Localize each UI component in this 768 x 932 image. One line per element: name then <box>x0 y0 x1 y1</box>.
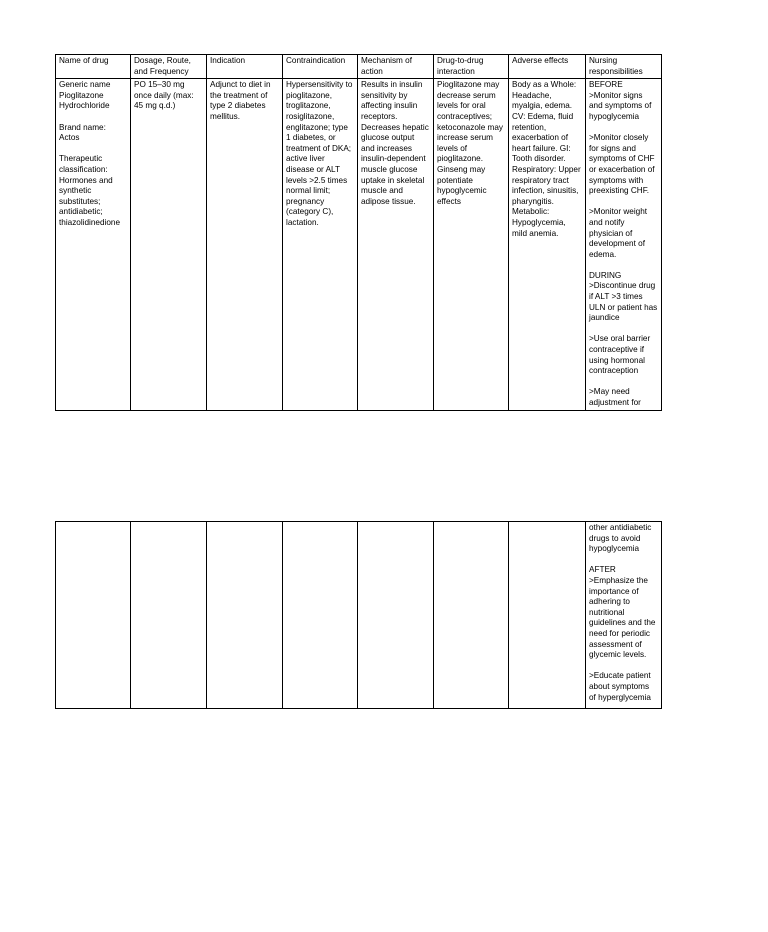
empty-cell <box>56 522 131 709</box>
cell-mechanism <box>358 79 434 410</box>
header-nursing: Nursing responsibilities <box>586 55 662 79</box>
classification-label: Therapeutic classification: <box>59 154 108 174</box>
before-item: >Monitor signs and symptoms of hypoglycemia <box>589 90 654 121</box>
header-indication: Indication <box>207 55 283 79</box>
during-item: >Use oral barrier contraceptive if using hormonal contraception <box>589 334 653 376</box>
empty-cell <box>283 522 358 709</box>
cell-adverse-effects <box>509 79 586 410</box>
header-adverse-effects: Adverse effects <box>509 55 586 79</box>
before-item: >Monitor closely for signs and symptoms of CHF or exacerbation of symptoms with preexisting CHF. <box>589 133 657 196</box>
header-name-of-drug: Name of drug <box>56 55 131 79</box>
empty-cell <box>434 522 509 709</box>
generic-name: Pioglitazone Hydrochloride <box>59 90 110 111</box>
after-item: >Emphasize the importance of adhering to nutritional guidelines and the need for periodic assessment of glycemic levels. <box>589 575 658 660</box>
classification: Hormones and synthetic substitutes; antidiabetic; thiazolidinedione <box>59 175 120 227</box>
during-item: >Discontinue drug if ALT >3 times ULN or patient has jaundice <box>589 281 660 323</box>
cell-name-of-drug <box>56 79 131 410</box>
cell-indication <box>207 79 283 410</box>
interaction-text: Pioglitazone may decrease serum levels for oral contraceptives; ketoconazole may increase serum levels of pioglitazone. Ginseng may potentiate hypoglycemic effects <box>437 80 506 206</box>
before-item: >Monitor weight and notify physician of development of edema. <box>589 207 650 259</box>
during-label: DURING <box>589 270 622 280</box>
dosage-text: PO 15–30 mg once daily (max: 45 mg q.d.) <box>134 80 196 111</box>
cell-interaction <box>434 79 509 410</box>
brand-label: Brand name: <box>59 122 106 132</box>
drug-row <box>56 79 662 410</box>
header-interaction: Drug-to-drug interaction <box>434 55 509 79</box>
cell-contraindication <box>283 79 358 410</box>
header-contraindication: Contraindication <box>283 55 358 79</box>
contraindication-text: Hypersensitivity to pioglitazone, troglitazone, rosiglitazone, englitazone; type 1 diabetes, or treatment of DKA; active liver disease or ALT levels >2.5 times normal limit; pregnancy (category C), lactation. <box>286 80 355 227</box>
empty-cell <box>131 522 207 709</box>
adverse-effects-text: Body as a Whole: Headache, myalgia, edema. CV: Edema, fluid retention, exacerbation of heart failure. GI: Tooth disorder. Respiratory: Upper respiratory tract infection, sinusitis, pharyngitis. Metabolic: Hypoglycemia, mild anemia. <box>512 80 583 238</box>
cell-nursing-continued <box>586 522 662 709</box>
empty-cell <box>207 522 283 709</box>
drug-study-table <box>55 54 662 411</box>
during-item-continued: other antidiabetic drugs to avoid hypoglycemia <box>589 523 654 554</box>
after-item: >Educate patient about symptoms of hyperglycemia <box>589 671 653 702</box>
empty-cell <box>358 522 434 709</box>
cell-dosage <box>131 79 207 410</box>
continued-row <box>56 522 662 709</box>
after-label: AFTER <box>589 565 616 575</box>
header-mechanism: Mechanism of action <box>358 55 434 79</box>
indication-text: Adjunct to diet in the treatment of type 2 diabetes mellitus. <box>210 80 273 121</box>
before-label: BEFORE <box>589 80 623 90</box>
drug-study-table-continued <box>55 521 662 709</box>
header-row <box>56 55 662 79</box>
during-item: >May need adjustment for <box>589 387 641 407</box>
header-dosage: Dosage, Route, and Frequency <box>131 55 207 79</box>
cell-nursing <box>586 79 662 410</box>
empty-cell <box>509 522 586 709</box>
brand-name: Actos <box>59 133 80 143</box>
generic-label: Generic name <box>59 80 111 90</box>
mechanism-text: Results in insulin sensitivity by affecting insulin receptors. Decreases hepatic glucose output and increases insulin-dependent muscle glucose uptake in skeletal muscle and adipose tissue. <box>361 80 432 206</box>
